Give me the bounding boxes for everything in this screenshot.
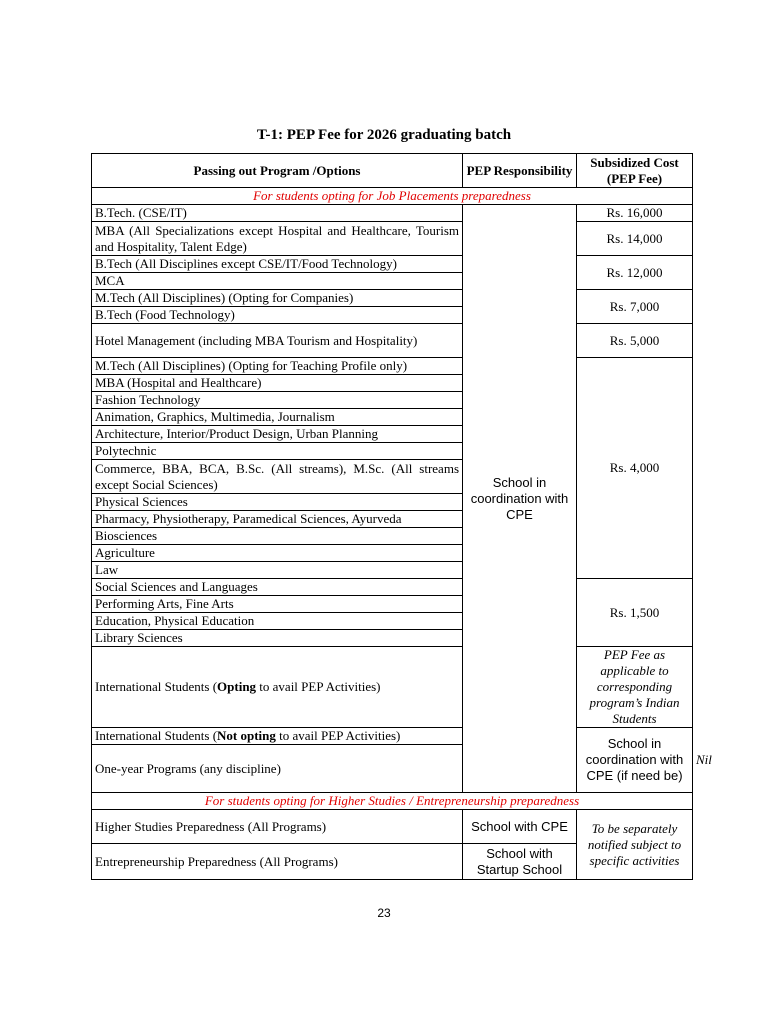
program-cell: Pharmacy, Physiotherapy, Paramedical Sciences, Ayurveda xyxy=(92,511,463,528)
cost-cell: Rs. 16,000 xyxy=(577,205,693,222)
program-cell: M.Tech (All Disciplines) (Opting for Teaching Profile only) xyxy=(92,358,463,375)
table-row: International Students (Not opting to avail PEP Activities) School in coordination with CPE (if need be) Nil xyxy=(92,728,693,745)
program-cell: One-year Programs (any discipline) xyxy=(92,745,463,793)
program-cell: Social Sciences and Languages xyxy=(92,579,463,596)
program-cell: B.Tech (All Disciplines except CSE/IT/Food Technology) xyxy=(92,256,463,273)
program-cell: Agriculture xyxy=(92,545,463,562)
program-cell: MCA xyxy=(92,273,463,290)
intl-not-opting-pre: International Students ( xyxy=(95,728,218,743)
table-row xyxy=(92,290,693,307)
program-cell: Polytechnic xyxy=(92,443,463,460)
program-cell: Architecture, Interior/Product Design, Urban Planning xyxy=(92,426,463,443)
table-title: T-1: PEP Fee for 2026 graduating batch xyxy=(256,127,512,143)
program-cell: Performing Arts, Fine Arts xyxy=(92,596,463,613)
program-cell: M.Tech (All Disciplines) (Opting for Companies) xyxy=(92,290,463,307)
program-cell: B.Tech. (CSE/IT) xyxy=(92,205,463,222)
table-row xyxy=(92,358,693,375)
program-cell: MBA (Hospital and Healthcare) xyxy=(92,375,463,392)
cost-cell: Rs. 7,000 xyxy=(577,290,693,324)
cost-cell-separate: To be separately notified subject to specific activities xyxy=(577,810,693,880)
program-cell: Biosciences xyxy=(92,528,463,545)
program-cell: Hotel Management (including MBA Tourism and Hospitality) xyxy=(92,324,463,358)
cost-cell: Rs. 14,000 xyxy=(577,222,693,256)
pep-fee-table xyxy=(91,153,712,880)
table-row xyxy=(92,256,693,273)
program-cell: Physical Sciences xyxy=(92,494,463,511)
section-row xyxy=(92,793,693,810)
cost-cell: Rs. 12,000 xyxy=(577,256,693,290)
intl-not-opting-bold: Not opting xyxy=(217,728,276,743)
program-cell: Library Sciences xyxy=(92,630,463,647)
program-cell: Animation, Graphics, Multimedia, Journalism xyxy=(92,409,463,426)
program-cell: Higher Studies Preparedness (All Programs) xyxy=(92,810,463,844)
table-row xyxy=(92,205,693,222)
responsibility-cell: School with Startup School xyxy=(463,844,577,880)
program-cell: B.Tech (Food Technology) xyxy=(92,307,463,324)
cost-cell: Rs. 5,000 xyxy=(577,324,693,358)
program-cell-intl-not-opting xyxy=(92,728,463,745)
cost-cell: Rs. 4,000 xyxy=(577,358,693,579)
cost-cell-intl: PEP Fee as applicable to corresponding program’s Indian Students xyxy=(577,647,693,728)
table-row xyxy=(92,810,693,844)
program-cell-intl-opting xyxy=(92,647,463,728)
section-job-placements: For students opting for Job Placements preparedness xyxy=(92,188,693,205)
header-responsibility: PEP Responsibility xyxy=(463,154,577,188)
program-cell: MBA (All Specializations except Hospital and Healthcare, Tourism and Hospitality, Talent Edge) xyxy=(92,222,463,256)
intl-opting-pre: International Students ( xyxy=(95,679,218,694)
table-header-row xyxy=(92,154,693,188)
program-cell: Entrepreneurship Preparedness (All Programs) xyxy=(92,844,463,880)
table-row xyxy=(92,579,693,596)
responsibility-cell: School in coordination with CPE xyxy=(463,205,577,793)
table-row xyxy=(92,222,693,256)
intl-not-opting-post: to avail PEP Activities) xyxy=(275,728,401,743)
header-program: Passing out Program /Options xyxy=(92,154,463,188)
program-cell: Law xyxy=(92,562,463,579)
program-cell: Commerce, BBA, BCA, B.Sc. (All streams), M.Sc. (All streams except Social Sciences) xyxy=(92,460,463,494)
program-cell: Fashion Technology xyxy=(92,392,463,409)
cost-cell: Rs. 1,500 xyxy=(577,579,693,647)
intl-opting-bold: Opting xyxy=(217,679,257,694)
intl-opting-post: to avail PEP Activities) xyxy=(256,679,381,694)
responsibility-cell: School with CPE xyxy=(463,810,577,844)
program-cell: Education, Physical Education xyxy=(92,613,463,630)
table-row xyxy=(92,324,693,358)
table-row xyxy=(92,647,693,728)
page-number: 23 xyxy=(377,906,391,920)
responsibility-cell: School in coordination with CPE (if need be) xyxy=(577,728,693,793)
section-higher-studies: For students opting for Higher Studies / Entrepreneurship preparedness xyxy=(92,793,693,810)
section-row xyxy=(92,188,693,205)
header-cost: Subsidized Cost (PEP Fee) xyxy=(577,154,693,188)
